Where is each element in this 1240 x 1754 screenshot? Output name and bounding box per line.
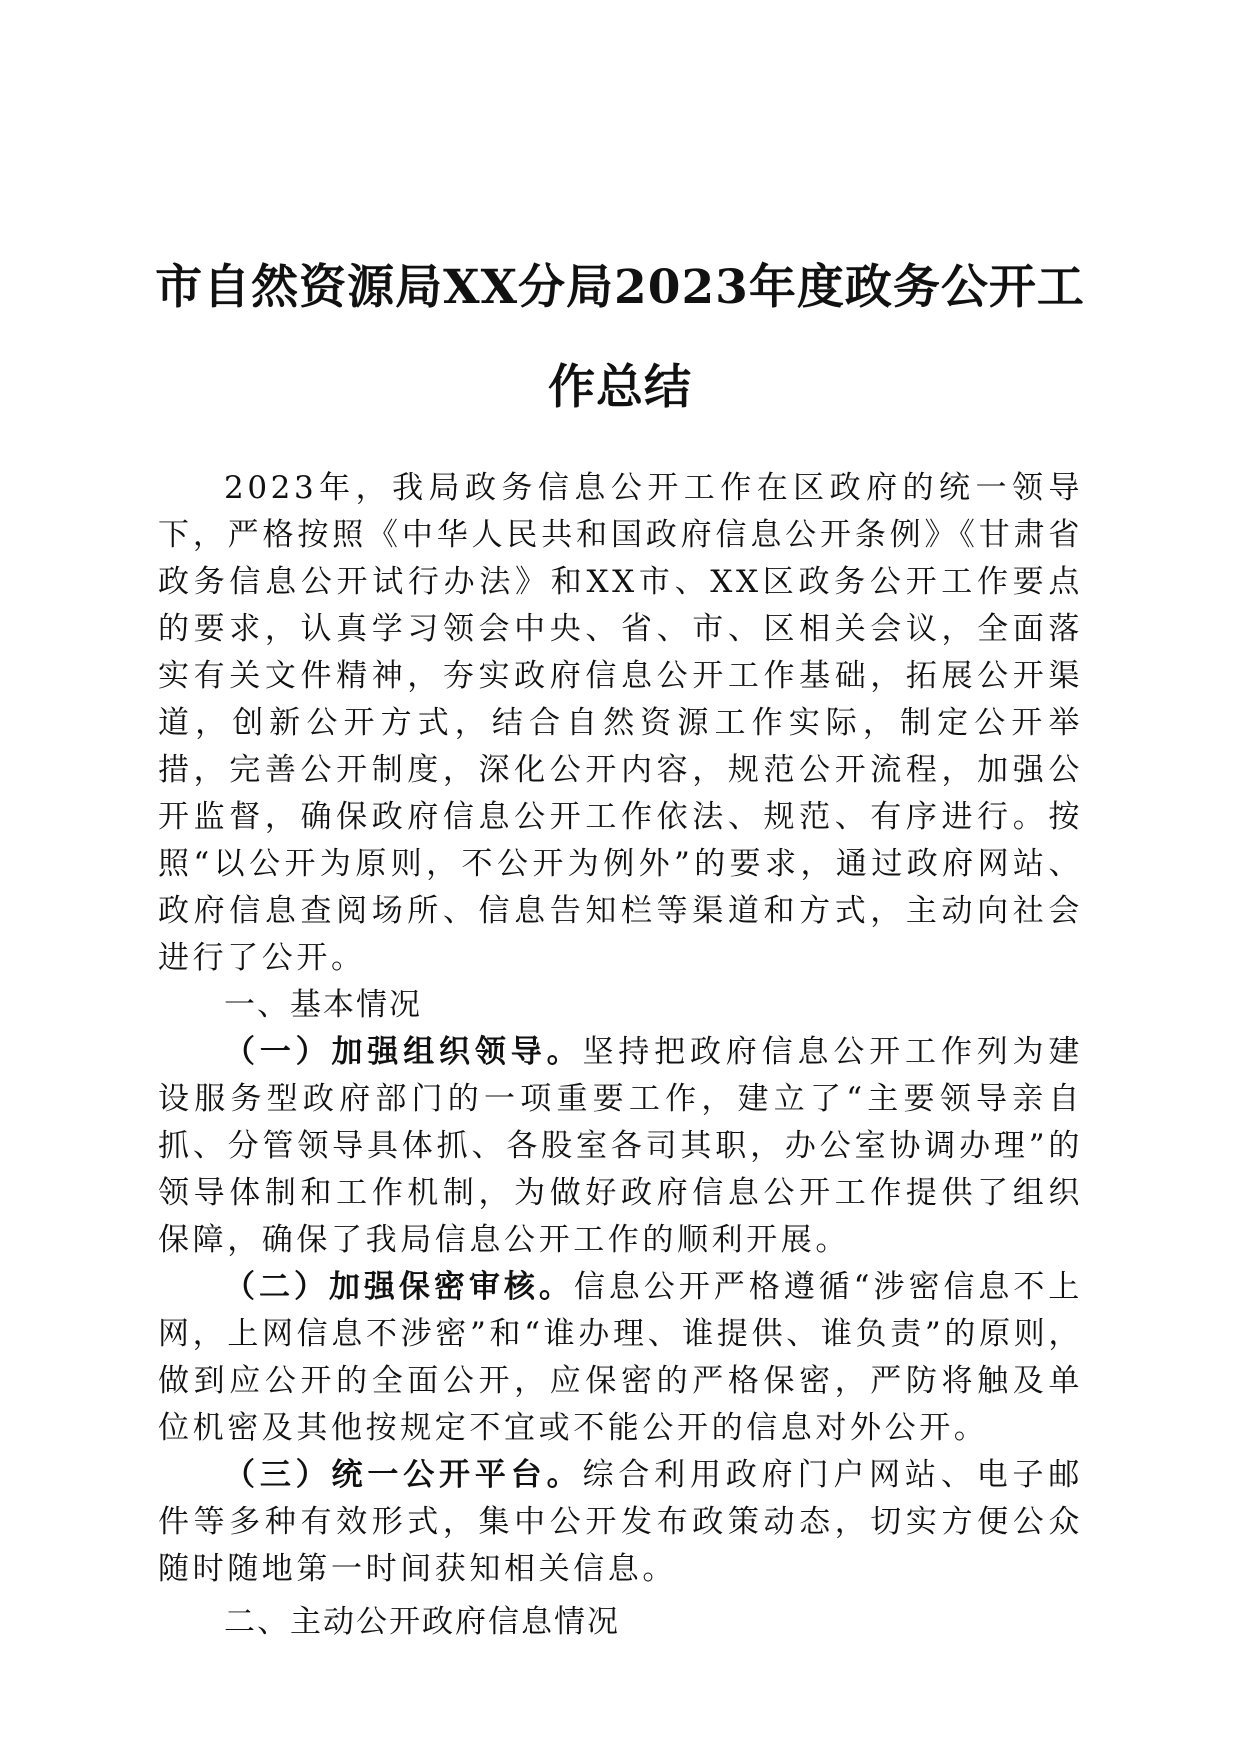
section-heading-basic-situation: 一、基本情况 <box>224 987 422 1023</box>
section-heading-active-disclosure: 二、主动公开政府信息情况 <box>224 1604 620 1640</box>
subheading-confidentiality-review: （二）加强保密审核。 <box>224 1269 574 1305</box>
text-unified-platform: 综合利用政府门户网站、电子邮件等多种有效形式，集中公开发布政策动态，切实方便公众随时随地第一时间获知相关信息。 <box>158 1457 1083 1587</box>
document-body <box>158 465 1083 1646</box>
paragraph-unified-platform <box>158 1452 1083 1593</box>
text-confidentiality-review: 信息公开严格遵循“涉密信息不上网，上网信息不涉密”和“谁办理、谁提供、谁负责”的原则，做到应公开的全面公开，应保密的严格保密，严防将触及单位机密及其他按规定不宜或不能公开的信息对外公开。 <box>158 1269 1083 1446</box>
intro-paragraph: 2023年，我局政务信息公开工作在区政府的统一领导下，严格按照《中华人民共和国政府信息公开条例》《甘肃省政务信息公开试行办法》和XX市、XX区政务公开工作要点的要求，认真学习领会中央、省、市、区相关会议，全面落实有关文件精神，夯实政府信息公开工作基础，拓展公开渠道，创新公开方式，结合自然资源工作实际，制定公开举措，完善公开制度，深化公开内容，规范公开流程，加强公开监督，确保政府信息公开工作依法、规范、有序进行。按照“以公开为原则，不公开为例外”的要求，通过政府网站、政府信息查阅场所、信息告知栏等渠道和方式，主动向社会进行了公开。 <box>158 470 1083 976</box>
document-title <box>140 238 1100 438</box>
paragraph-confidentiality-review <box>158 1264 1083 1452</box>
text-organization-leadership: 坚持把政府信息公开工作列为建设服务型政府部门的一项重要工作，建立了“主要领导亲自抓、分管领导具体抓、各股室各司其职，办公室协调办理”的领导体制和工作机制，为做好政府信息公开工作提供了组织保障，确保了我局信息公开工作的顺利开展。 <box>158 1034 1083 1258</box>
subheading-unified-platform: （三）统一公开平台。 <box>224 1457 583 1493</box>
title-line-1: 市自然资源局XX分局2023年度政务公开工 <box>155 260 1085 315</box>
subheading-organization-leadership: （一）加强组织领导。 <box>224 1034 583 1070</box>
title-line-2: 作总结 <box>548 360 692 415</box>
paragraph-organization-leadership <box>158 1029 1083 1264</box>
